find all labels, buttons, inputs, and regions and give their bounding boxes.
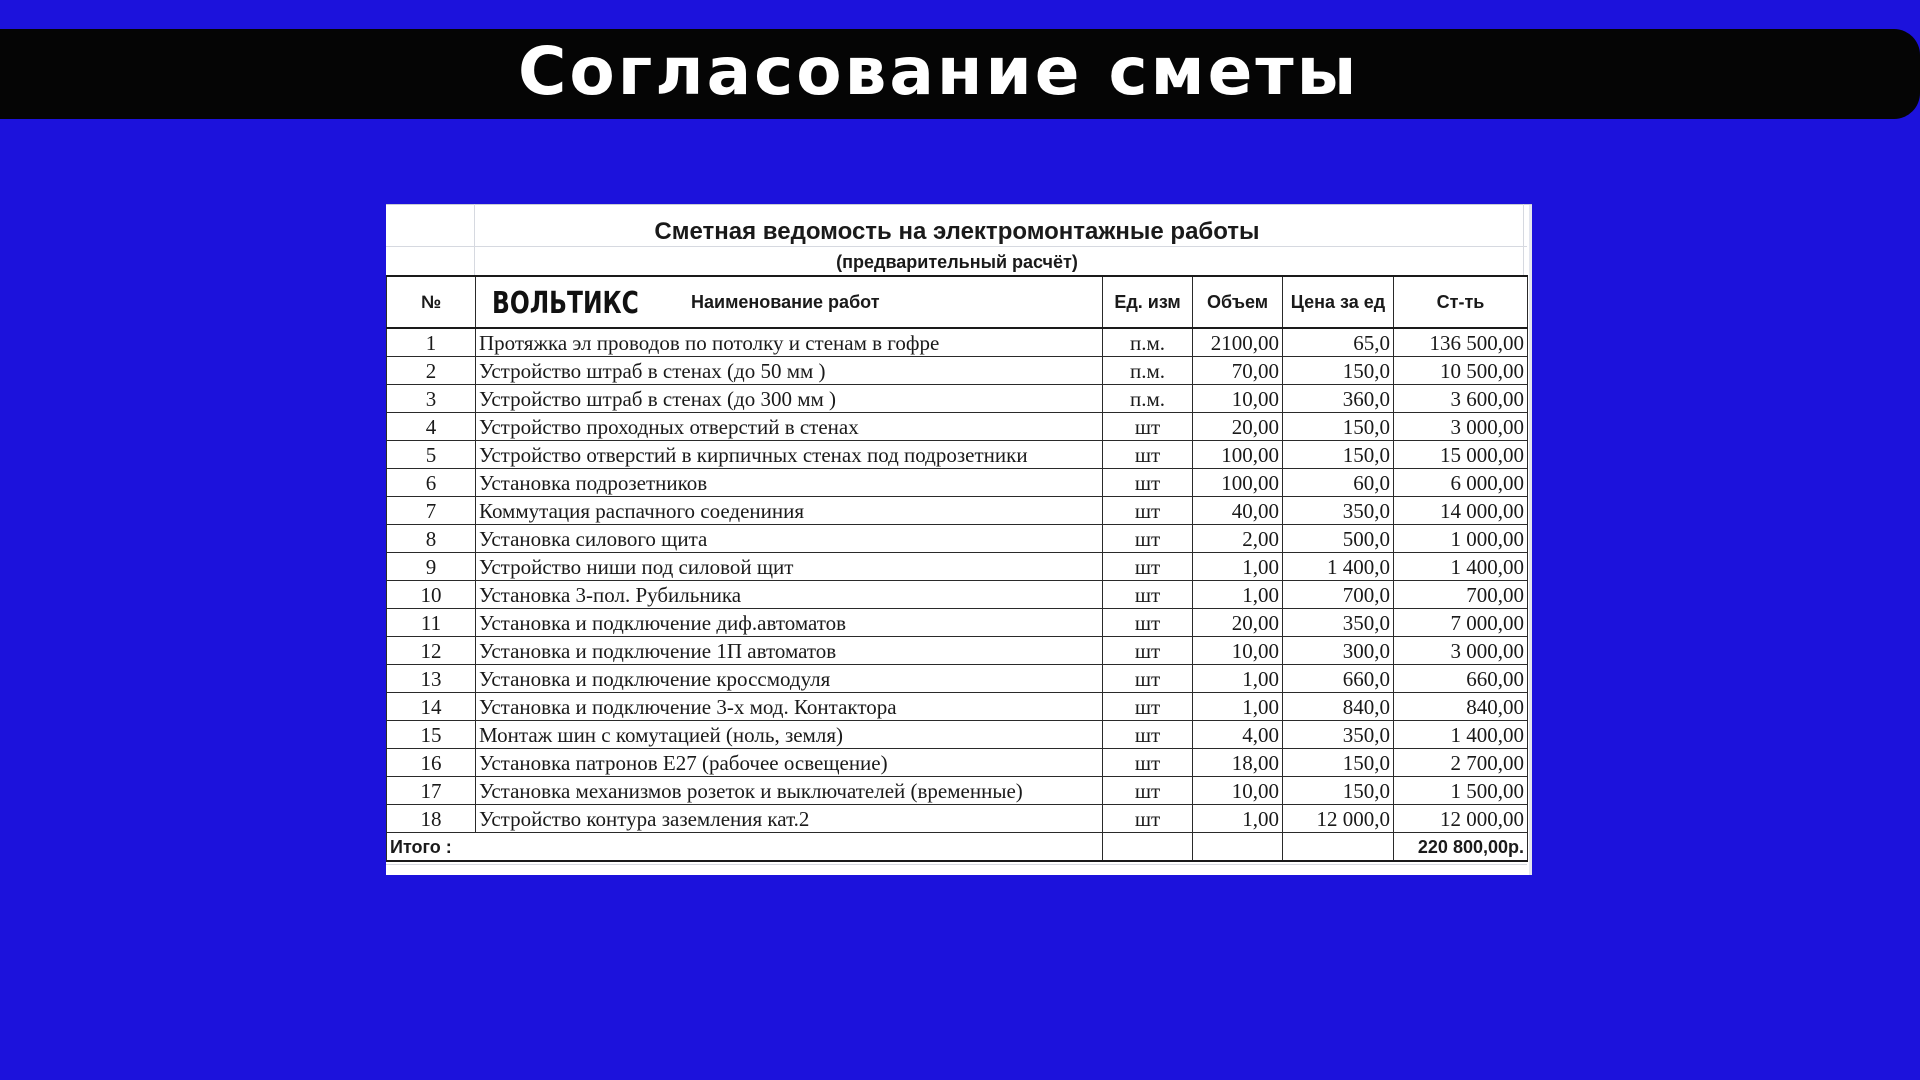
- cell-price: 12 000,0: [1283, 805, 1394, 833]
- cell-num: 5: [387, 441, 476, 469]
- cell-volume: 100,00: [1193, 441, 1283, 469]
- cell-unit: шт: [1103, 721, 1193, 749]
- cell-volume: 10,00: [1193, 637, 1283, 665]
- column-header-unit: Ед. изм: [1103, 276, 1193, 328]
- cell-unit: шт: [1103, 609, 1193, 637]
- column-header-name: [476, 276, 1103, 328]
- cell-name: Протяжка эл проводов по потолку и стенам в гофре: [476, 328, 1103, 357]
- cell-cost: 10 500,00: [1394, 357, 1528, 385]
- cell-price: 840,0: [1283, 693, 1394, 721]
- cell-volume: 20,00: [1193, 609, 1283, 637]
- cell-cost: 136 500,00: [1394, 328, 1528, 357]
- cell-unit: шт: [1103, 637, 1193, 665]
- cell-cost: 1 400,00: [1394, 721, 1528, 749]
- total-row: [387, 833, 1528, 862]
- cell-volume: 70,00: [1193, 357, 1283, 385]
- cell-price: 350,0: [1283, 609, 1394, 637]
- table-row: [387, 777, 1528, 805]
- cell-unit: шт: [1103, 749, 1193, 777]
- table-row: [387, 805, 1528, 833]
- cell-volume: 10,00: [1193, 385, 1283, 413]
- cell-name: Установка механизмов розеток и выключателей (временные): [476, 777, 1103, 805]
- cell-name: Устройство штраб в стенах (до 50 мм ): [476, 357, 1103, 385]
- cell-price: 500,0: [1283, 525, 1394, 553]
- cell-volume: 2,00: [1193, 525, 1283, 553]
- column-header-name-label: Наименование работ: [691, 292, 880, 312]
- table-row: [387, 553, 1528, 581]
- cell-unit: шт: [1103, 441, 1193, 469]
- cell-num: 10: [387, 581, 476, 609]
- cell-name: Установка и подключение кроссмодуля: [476, 665, 1103, 693]
- cell-num: 6: [387, 469, 476, 497]
- document-subtitle: (предварительный расчёт): [836, 252, 1078, 272]
- cell-volume: 20,00: [1193, 413, 1283, 441]
- column-header-num: №: [387, 276, 476, 328]
- cell-volume: 40,00: [1193, 497, 1283, 525]
- cell-price: 150,0: [1283, 413, 1394, 441]
- cell-num: 8: [387, 525, 476, 553]
- cell-volume: 2100,00: [1193, 328, 1283, 357]
- cell-volume: 10,00: [1193, 777, 1283, 805]
- cell-price: 150,0: [1283, 749, 1394, 777]
- document-title: Сметная ведомость на электромонтажные работы: [654, 218, 1260, 245]
- cell-num: 11: [387, 609, 476, 637]
- table-row: [387, 609, 1528, 637]
- cell-cost: 660,00: [1394, 665, 1528, 693]
- gridline-v-title-right: [1523, 204, 1524, 275]
- cell-cost: 1 500,00: [1394, 777, 1528, 805]
- column-header-cost: Ст-ть: [1394, 276, 1528, 328]
- cell-name: Устройство контура заземления кат.2: [476, 805, 1103, 833]
- cell-name: Устройство штраб в стенах (до 300 мм ): [476, 385, 1103, 413]
- cell-price: 350,0: [1283, 497, 1394, 525]
- cell-num: 1: [387, 328, 476, 357]
- cell-name: Монтаж шин с комутацией (ноль, земля): [476, 721, 1103, 749]
- cell-price: 660,0: [1283, 665, 1394, 693]
- cell-unit: шт: [1103, 553, 1193, 581]
- slide-title: Согласование сметы: [518, 33, 1360, 110]
- cell-num: 16: [387, 749, 476, 777]
- cell-price: 1 400,0: [1283, 553, 1394, 581]
- cell-name: Установка 3-пол. Рубильника: [476, 581, 1103, 609]
- cell-cost: 1 000,00: [1394, 525, 1528, 553]
- table-row: [387, 525, 1528, 553]
- cell-price: 700,0: [1283, 581, 1394, 609]
- column-header-price: Цена за ед: [1283, 276, 1394, 328]
- sheet-bottom-gridline: [386, 864, 1527, 865]
- cell-price: 60,0: [1283, 469, 1394, 497]
- cell-unit: шт: [1103, 497, 1193, 525]
- total-label: Итого :: [387, 833, 1103, 862]
- table-row: [387, 357, 1528, 385]
- cell-num: 7: [387, 497, 476, 525]
- table-row: [387, 413, 1528, 441]
- cell-name: Установка и подключение 1П автоматов: [476, 637, 1103, 665]
- cell-unit: шт: [1103, 469, 1193, 497]
- cell-cost: 3 600,00: [1394, 385, 1528, 413]
- table-row: [387, 469, 1528, 497]
- cell-unit: п.м.: [1103, 328, 1193, 357]
- table-row: [387, 385, 1528, 413]
- cell-cost: 1 400,00: [1394, 553, 1528, 581]
- cell-name: Установка подрозетников: [476, 469, 1103, 497]
- cell-cost: 2 700,00: [1394, 749, 1528, 777]
- cell-num: 15: [387, 721, 476, 749]
- cell-num: 9: [387, 553, 476, 581]
- cell-price: 350,0: [1283, 721, 1394, 749]
- cell-name: Установка патронов Е27 (рабочее освещение): [476, 749, 1103, 777]
- table-row: [387, 693, 1528, 721]
- cell-unit: шт: [1103, 777, 1193, 805]
- cell-name: Устройство ниши под силовой щит: [476, 553, 1103, 581]
- cell-price: 65,0: [1283, 328, 1394, 357]
- cell-name: Установка силового щита: [476, 525, 1103, 553]
- cell-volume: 100,00: [1193, 469, 1283, 497]
- cell-cost: 7 000,00: [1394, 609, 1528, 637]
- total-empty-unit: [1103, 833, 1193, 862]
- table-row: [387, 581, 1528, 609]
- sheet-top-border: [386, 204, 1532, 205]
- table-header-row: [387, 276, 1528, 328]
- cell-volume: 1,00: [1193, 693, 1283, 721]
- cell-volume: 1,00: [1193, 553, 1283, 581]
- cell-name: Устройство проходных отверстий в стенах: [476, 413, 1103, 441]
- cell-num: 12: [387, 637, 476, 665]
- cell-unit: шт: [1103, 413, 1193, 441]
- cell-price: 360,0: [1283, 385, 1394, 413]
- brand-logo: ВОЛЬТИКС: [492, 286, 639, 321]
- cell-num: 2: [387, 357, 476, 385]
- cell-cost: 14 000,00: [1394, 497, 1528, 525]
- cell-cost: 840,00: [1394, 693, 1528, 721]
- table-row: [387, 441, 1528, 469]
- column-header-volume: Объем: [1193, 276, 1283, 328]
- cell-cost: 12 000,00: [1394, 805, 1528, 833]
- cell-unit: шт: [1103, 581, 1193, 609]
- cell-unit: шт: [1103, 805, 1193, 833]
- cell-num: 18: [387, 805, 476, 833]
- table-row: [387, 637, 1528, 665]
- cell-unit: шт: [1103, 693, 1193, 721]
- cell-unit: шт: [1103, 525, 1193, 553]
- cell-name: Установка и подключение диф.автоматов: [476, 609, 1103, 637]
- cell-volume: 1,00: [1193, 581, 1283, 609]
- cell-num: 17: [387, 777, 476, 805]
- cell-price: 150,0: [1283, 357, 1394, 385]
- table-row: [387, 721, 1528, 749]
- total-empty-volume: [1193, 833, 1283, 862]
- cell-name: Установка и подключение 3-х мод. Контактора: [476, 693, 1103, 721]
- cell-unit: шт: [1103, 665, 1193, 693]
- cell-name: Устройство отверстий в кирпичных стенах под подрозетники: [476, 441, 1103, 469]
- table-row: [387, 749, 1528, 777]
- cell-volume: 18,00: [1193, 749, 1283, 777]
- cell-price: 150,0: [1283, 777, 1394, 805]
- cell-name: Коммутация распачного соедениния: [476, 497, 1103, 525]
- table-row: [387, 665, 1528, 693]
- cell-unit: п.м.: [1103, 385, 1193, 413]
- estimate-table: [386, 275, 1528, 862]
- cell-num: 14: [387, 693, 476, 721]
- cell-price: 150,0: [1283, 441, 1394, 469]
- total-empty-price: [1283, 833, 1394, 862]
- cell-cost: 3 000,00: [1394, 637, 1528, 665]
- cell-volume: 1,00: [1193, 665, 1283, 693]
- cell-num: 13: [387, 665, 476, 693]
- cell-unit: п.м.: [1103, 357, 1193, 385]
- cell-price: 300,0: [1283, 637, 1394, 665]
- total-value: 220 800,00р.: [1394, 833, 1528, 862]
- estimate-sheet: [386, 204, 1532, 875]
- cell-num: 4: [387, 413, 476, 441]
- cell-cost: 3 000,00: [1394, 413, 1528, 441]
- cell-cost: 6 000,00: [1394, 469, 1528, 497]
- table-row: [387, 497, 1528, 525]
- cell-cost: 15 000,00: [1394, 441, 1528, 469]
- cell-cost: 700,00: [1394, 581, 1528, 609]
- table-row: [387, 328, 1528, 357]
- cell-volume: 4,00: [1193, 721, 1283, 749]
- cell-num: 3: [387, 385, 476, 413]
- cell-volume: 1,00: [1193, 805, 1283, 833]
